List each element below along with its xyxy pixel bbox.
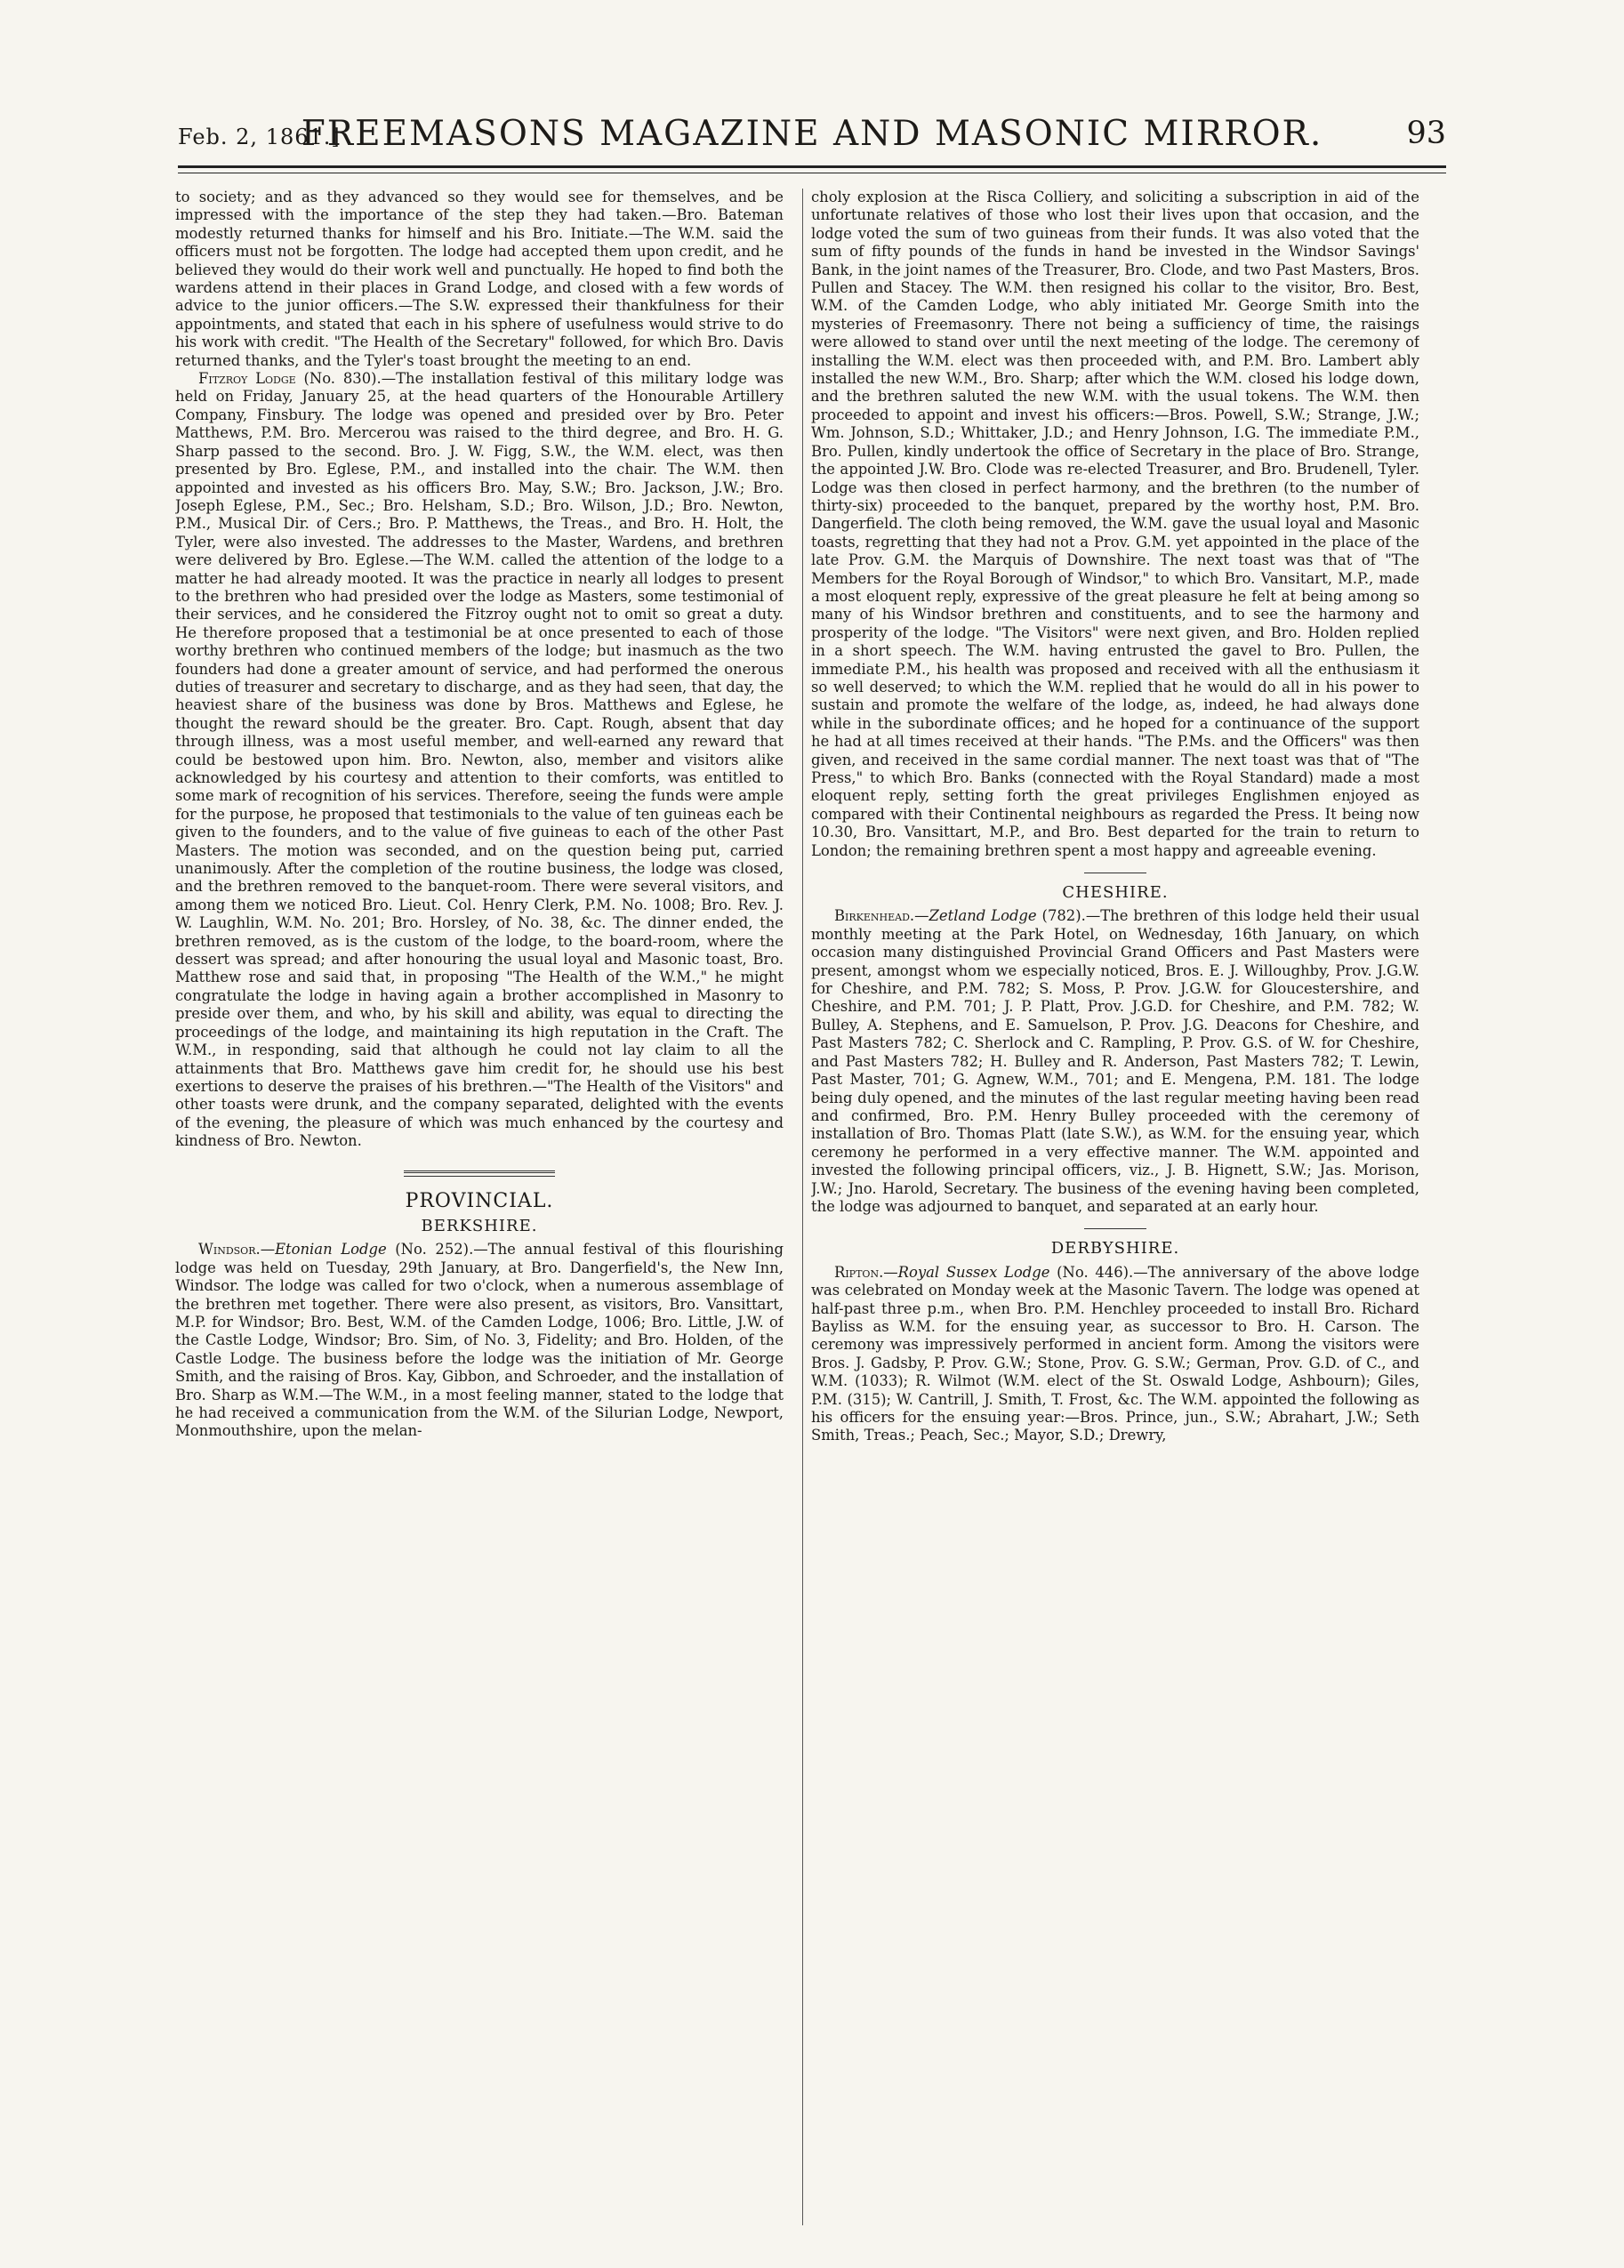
article-paragraph: to society; and as they advanced so they would see for themselves, and be impressed with the importance of the step they had taken.—Bro. Bateman modestly returned thanks for himself and his Bro. Initiate.—The W.M. said the officers must not be forgotten. The lodge had accepted them upon credit, and he believed they would do their work well and punctually. He hoped to find both the wardens attend in their places in Grand Lodge, and closed with a few words of advice to the junior officers.—The S.W. expressed their thankfulness for their appointments, and stated that each in his sphere of usefulness would strive to do his work with credit. "The Health of the Secretary" followed, for which Bro. Davis returned thanks, and the Tyler's toast brought the meeting to an end.: [175, 189, 784, 369]
left-column: [175, 189, 784, 2216]
windsor-continuation: choly explosion at the Risca Colliery, and soliciting a subscription in aid of the unfortunate relatives of those who lost their lives upon that occasion, and the lodge voted the sum of two guineas from their funds. It was also voted that the sum of fifty pounds of the funds in hand be invested in the Windsor Savings' Bank, in the joint names of the Treasurer, Bro. Clode, and two Past Masters, Bros. Pullen and Stacey. The W.M. then resigned his collar to the visitor, Bro. Best, W.M. of the Camden Lodge, who ably initiated Mr. George Smith into the mysteries of Freemasonry. There not being a sufficiency of time, the raisings were allowed to stand over until the next meeting of the lodge. The ceremony of installing the W.M. elect was then proceeded with, and P.M. Bro. Lambert ably installed the new W.M., Bro. Sharp; after which the W.M. closed his lodge down, and the brethren saluted the new W.M. with the usual tokens. The W.M. then proceeded to appoint and invest his officers:—Bros. Powell, S.W.; Strange, J.W.; Wm. Johnson, S.D.; Whittaker, J.D.; and Henry Johnson, I.G. The immediate P.M., Bro. Pullen, kindly undertook the office of Secretary in the place of Bro. Strange, the appointed J.W. Bro. Clode was re-elected Treasurer, and Bro. Brudenell, Tyler. Lodge was then closed in perfect harmony, and the brethren (to the number of thirty-six) proceeded to the banquet, prepared by the worthy host, P.M. Bro. Dangerfield. The cloth being removed, the W.M. gave the usual loyal and Masonic toasts, regretting that they had not a Prov. G.M. yet appointed in the place of the late Prov. G.M. the Marquis of Downshire. The next toast was that of "The Members for the Royal Borough of Windsor," to which Bro. Vansitart, M.P., made a most eloquent reply, expressive of the great pleasure he felt at being among so many of his Windsor brethren and constituents, and to see the harmony and prosperity of the lodge. "The Visitors" were next given, and Bro. Holden replied in a short speech. The W.M. having entrusted the gavel to Bro. Pullen, the immediate P.M., his health was proposed and received with all the enthusiasm it so well deserved; to which the W.M. replied that he would do all in his power to sustain and promote the welfare of the lodge, as, indeed, he had always done while in the subordinate offices; and he hoped for a continuance of the support he had at all times received at their hands. "The P.Ms. and the Officers" was then given, and received in the same cordial manner. The next toast was that of "The Press," to which Bro. Banks (connected with the Royal Standard) made a most eloquent reply, setting forth the great privileges Englishmen enjoyed as compared with their Continental neighbours as regarded the Press. It being now 10.30, Bro. Vansittart, M.P., and Bro. Best departed for the train to return to London; the remaining brethren spent a most happy and agreeable evening.: [811, 189, 1419, 859]
windsor-lodge-name: Etonian Lodge: [275, 1241, 387, 1259]
windsor-lead: Windsor.: [198, 1241, 261, 1259]
magazine-title: FREEMASONS MAGAZINE AND MASONIC MIRROR.: [301, 114, 1323, 154]
fitzroy-lodge-paragraph: [175, 370, 784, 1150]
page-header: [178, 110, 1446, 164]
windsor-body: (No. 252).—The annual festival of this flourishing lodge was held on Tuesday, 29th January, at Bro. Dangerfield's, the New Inn, Windsor. The lodge was called for two o'clock, when a numerous assemblage of the brethren met together. There were also present, as visitors, Bro. Vansittart, M.P. for Windsor; Bro. Best, W.M. of the Camden Lodge, 1006; Bro. Little, J.W. of the Castle Lodge, Windsor; Bro. Sim, of No. 3, Fidelity; and Bro. Holden, of the Castle Lodge. The business before the lodge was the initiation of Mr. George Smith, and the raising of Bros. Kay, Gibbon, and Schroeder, and the installation of Bro. Sharp as W.M.—The W.M., in a most feeling manner, stated to the lodge that he had received a communication from the W.M. of the Silurian Lodge, Newport, Monmouthshire, upon the melan-: [175, 1241, 784, 1440]
ripton-lead: Ripton.: [834, 1263, 884, 1281]
berkshire-heading: BERKSHIRE.: [421, 1216, 538, 1235]
fitzroy-lead: Fitzroy Lodge: [198, 370, 296, 388]
ripton-paragraph: Ripton.—Royal Sussex Lodge (No. 446).—The anniversary of the above lodge was celebrated on Monday week at the Masonic Tavern. The lodge was opened at half-past three p.m., when Bro. P.M. Henchley proceeded to install Bro. Richard Bayliss as W.M. for the ensuing year, as successor to Bro. H. Carson. The ceremony was impressively performed in ancient form. Among the visitors were Bros. J. Gadsby, P. Prov. G.W.; Stone, Prov. G. S.W.; German, Prov. G.D. of C., and W.M. (1033); R. Wilmot (W.M. elect of the St. Oswald Lodge, Ashbourn); Giles, P.M. (315); W. Cantrill, J. Smith, T. Frost, &c. The W.M. appointed the following as his officers for the ensuing year:—Bros. Prince, jun., S.W.; Abrahart, J.W.; Seth Smith, Treas.; Peach, Sec.; Mayor, S.D.; Drewry,: [811, 1263, 1419, 1444]
cheshire-heading: CHESHIRE.: [1062, 883, 1169, 903]
page-number: 93: [1406, 116, 1446, 151]
issue-date: Feb. 2, 1861.]: [178, 125, 341, 149]
fitzroy-body: (No. 830).—The installation festival of this military lodge was held on Friday, January 25, at the head quarters of the Honourable Artillery Company, Finsbury. The lodge was opened and presided over by Bro. Peter Matthews, P.M. Bro. Mercerou was raised to the third degree, and Bro. H. G. Sharp passed to the second. Bro. J. W. Figg, S.W., the W.M. elect, was then presented by Bro. Eglese, P.M., and installed into the chair. The W.M. then appointed and invested as his officers Bro. May, S.W.; Bro. Jackson, J.W.; Bro. Joseph Eglese, P.M., Sec.; Bro. Helsham, S.D.; Bro. Wilson, J.D.; Bro. Newton, P.M., Musical Dir. of Cers.; Bro. P. Matthews, the Treas., and Bro. H. Holt, the Tyler, were also invested. The addresses to the Master, Wardens, and brethren were delivered by Bro. Eglese.—The W.M. called the attention of the lodge to a matter he had already mooted. It was the practice in nearly all lodges to present to the brethren who had presided over the lodge as Masters, some testimonial of their services, and he considered the Fitzroy ought not to omit so great a duty. He therefore proposed that a testimonial be at once presented to each of those worthy brethren who continued members of the lodge; but inasmuch as the two founders had done a greater amount of service, and had performed the onerous duties of treasurer and secretary to discharge, and as they had seen, that day, the heaviest share of the business was done by Bros. Matthews and Eglese, he thought the reward should be the greater. Bro. Capt. Rough, absent that day through illness, was a most useful member, and well-earned any reward that could be bestowed upon him. Bro. Newton, also, member and visitors alike acknowledged by his courtesy and attention to their comforts, was entitled to some mark of recognition of his services. Therefore, seeing the funds were ample for the purpose, he proposed that testimonials to the value of ten guineas each be given to the founders, and to the value of five guineas to each of the other Past Masters. The motion was seconded, and on the question being put, carried unanimously. After the completion of the routine business, the lodge was closed, and the brethren removed to the banquet-room. There were several visitors, and among them we noticed Bro. Lieut. Col. Henry Clerk, P.M. No. 1008; Bro. Rev. J. W. Laughlin, W.M. No. 201; Bro. Horsley, of No. 38, &c. The dinner ended, the brethren removed, as is the custom of the lodge, to the board-room, where the dessert was spread; and after honouring the usual loyal and Masonic toast, Bro. Matthew rose and said that, in proposing "The Health of the W.M.," he might congratulate the lodge in having again a brother accomplished in Masonry to preside over them, and who, by his skill and ability, was equal to directing the proceedings of the lodge, and maintaining its high reputation in the Craft. The W.M., in responding, said that although he could not lay claim to all the attainments that Bro. Matthews gave him credit for, he should use his best exertions to deserve the praises of his brethren.—"The Health of the Visitors" and other toasts were drunk, and the company separated, delighted with the events of the evening, the pleasure of which was much enhanced by the courtesy and kindness of Bro. Newton.: [175, 370, 784, 1150]
birkenhead-body: (782).—The brethren of this lodge held their usual monthly meeting at the Park Hotel, on Wednesday, 16th January, on which occasion many distinguished Provincial Grand Officers and Past Masters were present, amongst whom we especially noticed, Bros. E. J. Willoughby, Prov. J.G.W. for Cheshire, and P.M. 782; S. Moss, P. Prov. J.G.W. for Gloucestershire, and Cheshire, and P.M. 701; J. P. Platt, Prov. J.G.D. for Cheshire, and P.M. 782; W. Bulley, A. Stephens, and E. Samuelson, P. Prov. J.G. Deacons for Cheshire, and Past Masters 782; C. Sherlock and C. Rampling, P. Prov. G.S. of W. for Cheshire, and Past Masters 782; H. Bulley and R. Anderson, Past Masters 782; T. Lewin, Past Master, 701; G. Agnew, W.M., 701; and E. Mengena, P.M. 181. The lodge being duly opened, and the minutes of the last regular meeting having been read and confirmed, Bro. P.M. Henry Bulley proceeded with the ceremony of installation of Bro. Thomas Platt (late S.W.), as W.M. for the ensuing year, which ceremony he performed in a very effective manner. The W.M. appointed and invested the following principal officers, viz., J. B. Hignett, S.W.; Jas. Morison, J.W.; Jno. Harold, Secretary. The business of the evening having been completed, the lodge was adjourned to banquet, and separated at an early hour.: [811, 907, 1419, 1215]
birkenhead-lead: Birkenhead.: [834, 907, 915, 925]
provincial-heading: PROVINCIAL.: [405, 1189, 554, 1212]
column-divider: [802, 189, 803, 2225]
section-divider: [404, 1170, 555, 1177]
header-rule-thick: [178, 165, 1446, 168]
windsor-paragraph: Windsor.—Etonian Lodge (No. 252).—The annual festival of this flourishing lodge was held on Tuesday, 29th January, at Bro. Dangerfield's, the New Inn, Windsor. The lodge was called for two o'clock, when a numerous assemblage of the brethren met together. There were also present, as visitors, Bro. Vansittart, M.P. for Windsor; Bro. Best, W.M. of the Camden Lodge, 1006; Bro. Little, J.W. of the Castle Lodge, Windsor; Bro. Sim, of No. 3, Fidelity; and Bro. Holden, of the Castle Lodge. The business before the lodge was the initiation of Mr. George Smith, and the raising of Bros. Kay, Gibbon, and Schroeder, and the installation of Bro. Sharp as W.M.—The W.M., in a most feeling manner, stated to the lodge that he had received a communication from the W.M. of the Silurian Lodge, Newport, Monmouthshire, upon the melan-: [175, 1241, 784, 1440]
ripton-lodge-name: Royal Sussex Lodge: [897, 1263, 1050, 1281]
birkenhead-lodge-name: Zetland Lodge: [929, 907, 1037, 925]
birkenhead-paragraph: Birkenhead.—Zetland Lodge (782).—The brethren of this lodge held their usual monthly meeting at the Park Hotel, on Wednesday, 16th January, on which occasion many distinguished Provincial Grand Officers and Past Masters were present, amongst whom we especially noticed, Bros. E. J. Willoughby, Prov. J.G.W. for Cheshire, and P.M. 782; S. Moss, P. Prov. J.G.W. for Gloucestershire, and Cheshire, and P.M. 701; J. P. Platt, Prov. J.G.D. for Cheshire, and P.M. 782; W. Bulley, A. Stephens, and E. Samuelson, P. Prov. J.G. Deacons for Cheshire, and Past Masters 782; C. Sherlock and C. Rampling, P. Prov. G.S. of W. for Cheshire, and Past Masters 782; H. Bulley and R. Anderson, Past Masters 782; T. Lewin, Past Master, 701; G. Agnew, W.M., 701; and E. Mengena, P.M. 181. The lodge being duly opened, and the minutes of the last regular meeting having been read and confirmed, Bro. P.M. Henry Bulley proceeded with the ceremony of installation of Bro. Thomas Platt (late S.W.), as W.M. for the ensuing year, which ceremony he performed in a very effective manner. The W.M. appointed and invested the following principal officers, viz., J. B. Hignett, S.W.; Jas. Morison, J.W.; Jno. Harold, Secretary. The business of the evening having been completed, the lodge was adjourned to banquet, and separated at an early hour.: [811, 907, 1419, 1215]
short-divider: [1084, 1228, 1146, 1229]
ripton-body: (No. 446).—The anniversary of the above lodge was celebrated on Monday week at the Masonic Tavern. The lodge was opened at half-past three p.m., when Bro. P.M. Henchley proceeded to install Bro. Richard Bayliss as W.M. for the ensuing year, as successor to Bro. H. Carson. The ceremony was impressively performed in ancient form. Among the visitors were Bros. J. Gadsby, P. Prov. G.W.; Stone, Prov. G. S.W.; German, Prov. G.D. of C., and W.M. (1033); R. Wilmot (W.M. elect of the St. Oswald Lodge, Ashbourn); Giles, P.M. (315); W. Cantrill, J. Smith, T. Frost, &c. The W.M. appointed the following as his officers for the ensuing year:—Bros. Prince, jun., S.W.; Abrahart, J.W.; Seth Smith, Treas.; Peach, Sec.; Mayor, S.D.; Drewry,: [811, 1263, 1419, 1444]
right-column: [811, 189, 1419, 2216]
derbyshire-heading: DERBYSHIRE.: [1050, 1239, 1180, 1259]
